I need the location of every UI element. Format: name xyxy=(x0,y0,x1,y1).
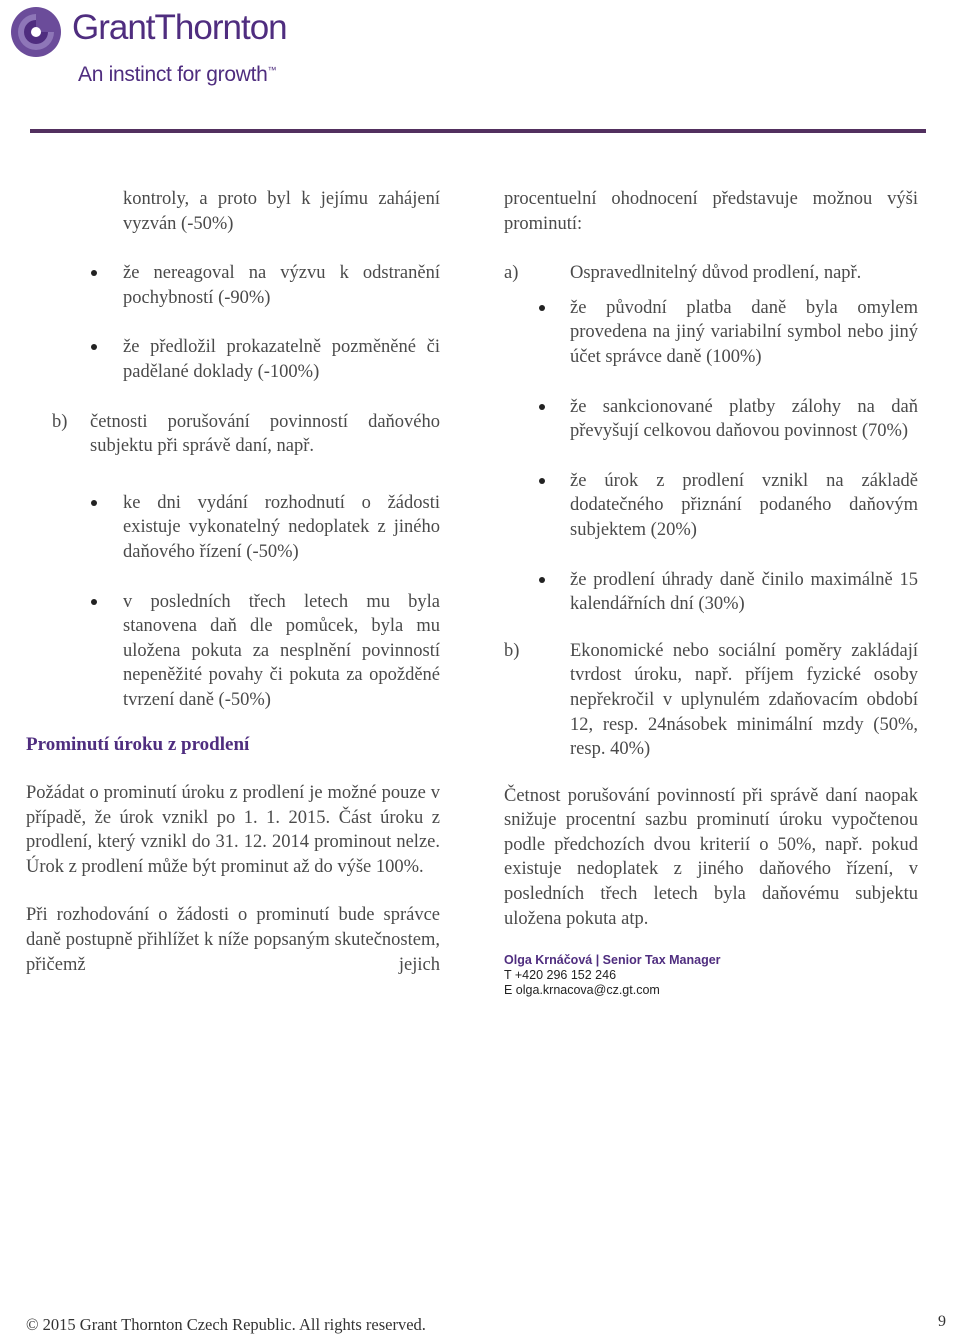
bullet-icon xyxy=(91,500,97,506)
lettered-item-b: b) Ekonomické nebo sociální poměry zakládají tvrdost úroku, např. příjem fyzické osoby nepřekročil v uplynulém zdaňovacím období 12, resp. 24násobek minimální mzdy (50%, resp. 40%) xyxy=(504,640,918,760)
list-item: že původní platba daně byla omylem provedena na jiný variabilní symbol nebo jiný účet správce daně (100%) xyxy=(570,296,918,370)
bullet-icon xyxy=(91,344,97,350)
paragraph: Při rozhodování o žádosti o prominutí bude správce daně postupně přihlížet k níže popsaným skutečnostem, přičemž jejich xyxy=(26,905,440,975)
grant-thornton-logo-icon xyxy=(10,6,62,58)
list-item: že nereagoval na výzvu k odstranění pochybností (-90%) xyxy=(123,261,440,310)
list-item: ke dni vydání rozhodnutí o žádosti existuje vykonatelný nedoplatek z jiného daňového řízení (-50%) xyxy=(123,491,440,565)
contact-block xyxy=(504,953,918,998)
left-column xyxy=(26,187,440,977)
list-item: v posledních třech letech mu byla stanovena daň dle pomůcek, byla mu uložena pokuta za nesplnění povinností nepeněžité povahy či pokuta za opožděné tvrzení daně (-50%) xyxy=(123,590,440,713)
bullet-icon xyxy=(539,577,545,583)
paragraph: procentuelní ohodnocení představuje možnou výši prominutí: xyxy=(504,189,918,234)
right-column xyxy=(504,187,918,998)
footer-copyright: © 2015 Grant Thornton Czech Republic. All rights reserved. xyxy=(26,1315,426,1334)
paragraph: Četnost porušování povinností při správě daní naopak snižuje procentní sazbu prominutí úroku vypočtenou podle předchozích dvou kriterií o 50%, např. pokud existuje nedoplatek z jiného daňového řízení, v posledních třech letech byla daňovému subjektu uložena pokuta atp. xyxy=(504,785,918,929)
list-item: že prodlení úhrady daně činilo maximálně 15 kalendářních dní (30%) xyxy=(570,568,918,617)
brand-tagline: An instinct for growth™ xyxy=(78,63,277,86)
bullet-icon xyxy=(539,404,545,410)
header-rule xyxy=(30,129,926,133)
list-item: že předložil prokazatelně pozměněné či padělané doklady (-100%) xyxy=(123,335,440,384)
lettered-item-b: b) četnosti porušování povinností daňového subjektu při správě daní, např. xyxy=(52,411,440,457)
list-item: že úrok z prodlení vznikl na základě dodatečného přiznání podaného daňovým subjektem (20%) xyxy=(570,469,918,543)
continued-text: kontroly, a proto byl k jejímu zahájení vyzván (-50%) xyxy=(123,189,440,234)
contact-email[interactable]: E olga.krnacova@cz.gt.com xyxy=(504,983,660,998)
bullet-icon xyxy=(91,270,97,276)
section-heading: Prominutí úroku z prodlení xyxy=(26,733,250,755)
brand-name: GrantThornton xyxy=(72,8,287,47)
bullet-icon xyxy=(91,599,97,605)
contact-phone: T +420 296 152 246 xyxy=(504,968,617,983)
bullet-icon xyxy=(539,305,545,311)
contact-name: Olga Krnáčová | Senior Tax Manager xyxy=(504,953,721,968)
bullet-icon xyxy=(539,478,545,484)
lettered-item-a: a) Ospravedlnitelný důvod prodlení, např. xyxy=(504,263,862,284)
page-number: 9 xyxy=(938,1313,946,1330)
paragraph: Požádat o prominutí úroku z prodlení je možné pouze v případě, že úrok vznikl po 1. 1. 2015. Část úroku z prodlení, který vznikl do 31. 12. 2014 prominout nelze. Úrok z prodlení může být prominut až do výše 100%. xyxy=(26,783,440,877)
list-item: že sankcionované platby zálohy na daň převyšují celkovou daňovou povinnost (70%) xyxy=(570,395,918,444)
